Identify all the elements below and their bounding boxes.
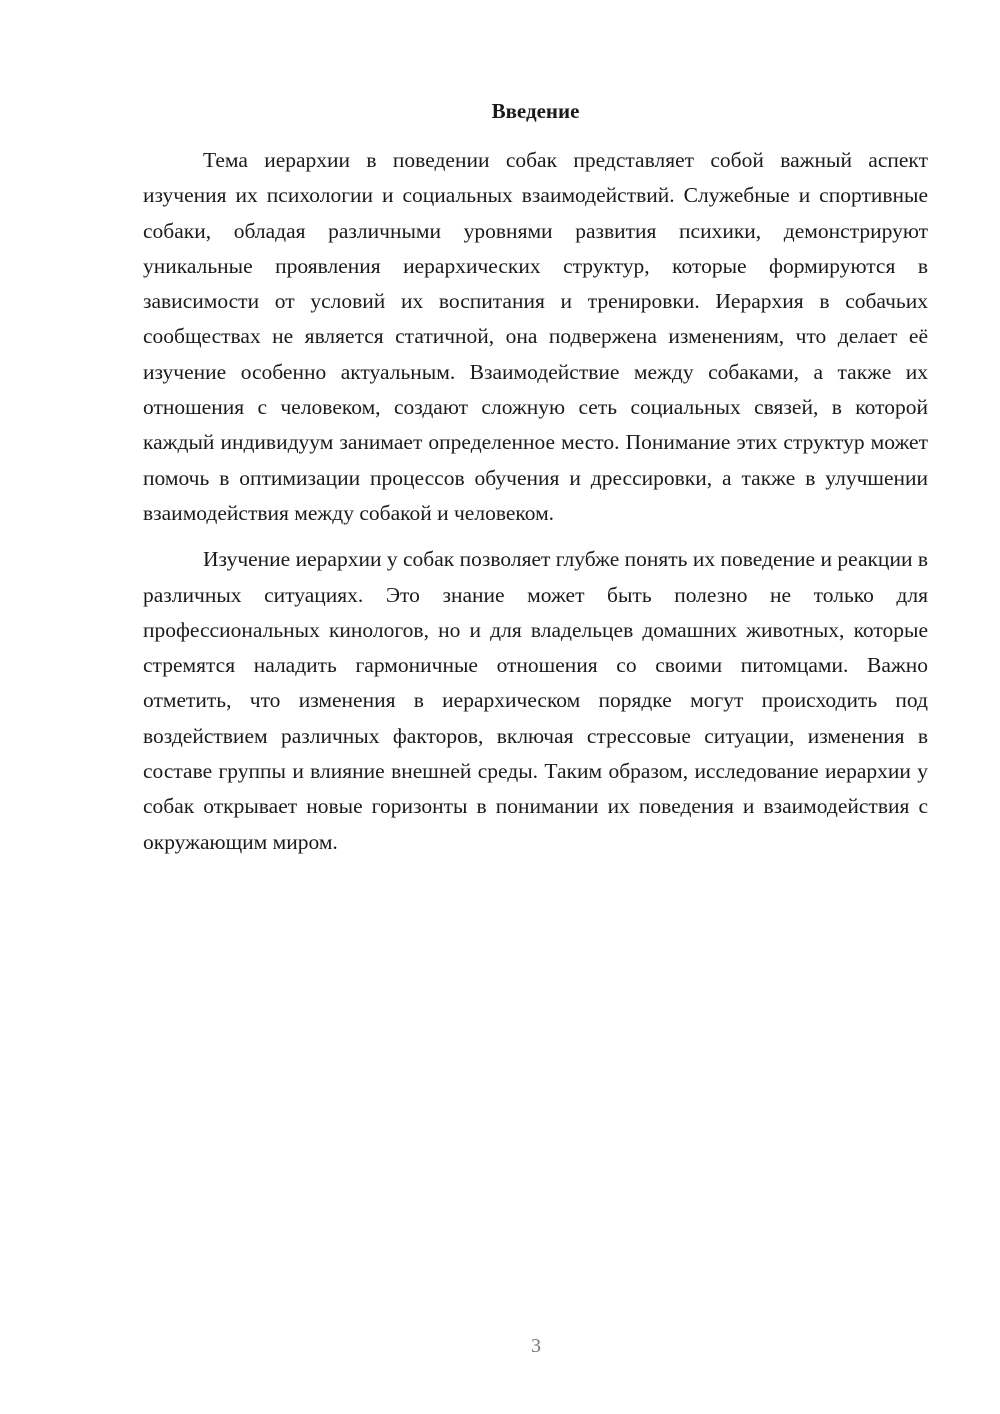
document-body [143,143,928,860]
section-heading: Введение [491,99,580,123]
paragraph-1: Тема иерархии в поведении собак представляет собой важный аспект изучения их психологии и социальных взаимодействий. Служебные и спортивные собаки, обладая различными уровнями развития психики, демонстрируют уникальные проявления иерархических структур, которые формируются в зависимости от условий их воспитания и тренировки. Иерархия в собачьих сообществах не является статичной, она подвержена изменениям, что делает её изучение особенно актуальным. Взаимодействие между собаками, а также их отношения с человеком, создают сложную сеть социальных связей, в которой каждый индивидуум занимает определенное место. Понимание этих структур может помочь в оптимизации процессов обучения и дрессировки, а также в улучшении взаимодействия между собакой и человеком. [143,148,928,525]
page-number: 3 [531,1335,541,1357]
paragraph-2: Изучение иерархии у собак позволяет глубже понять их поведение и реакции в различных ситуациях. Это знание может быть полезно не только для профессиональных кинологов, но и для владельцев домашних животных, которые стремятся наладить гармоничные отношения со своими питомцами. Важно отметить, что изменения в иерархическом порядке могут происходить под воздействием различных факторов, включая стрессовые ситуации, изменения в составе группы и влияние внешней среды. Таким образом, исследование иерархии у собак открывает новые горизонты в понимании их поведения и взаимодействия с окружающим миром. [143,547,928,854]
